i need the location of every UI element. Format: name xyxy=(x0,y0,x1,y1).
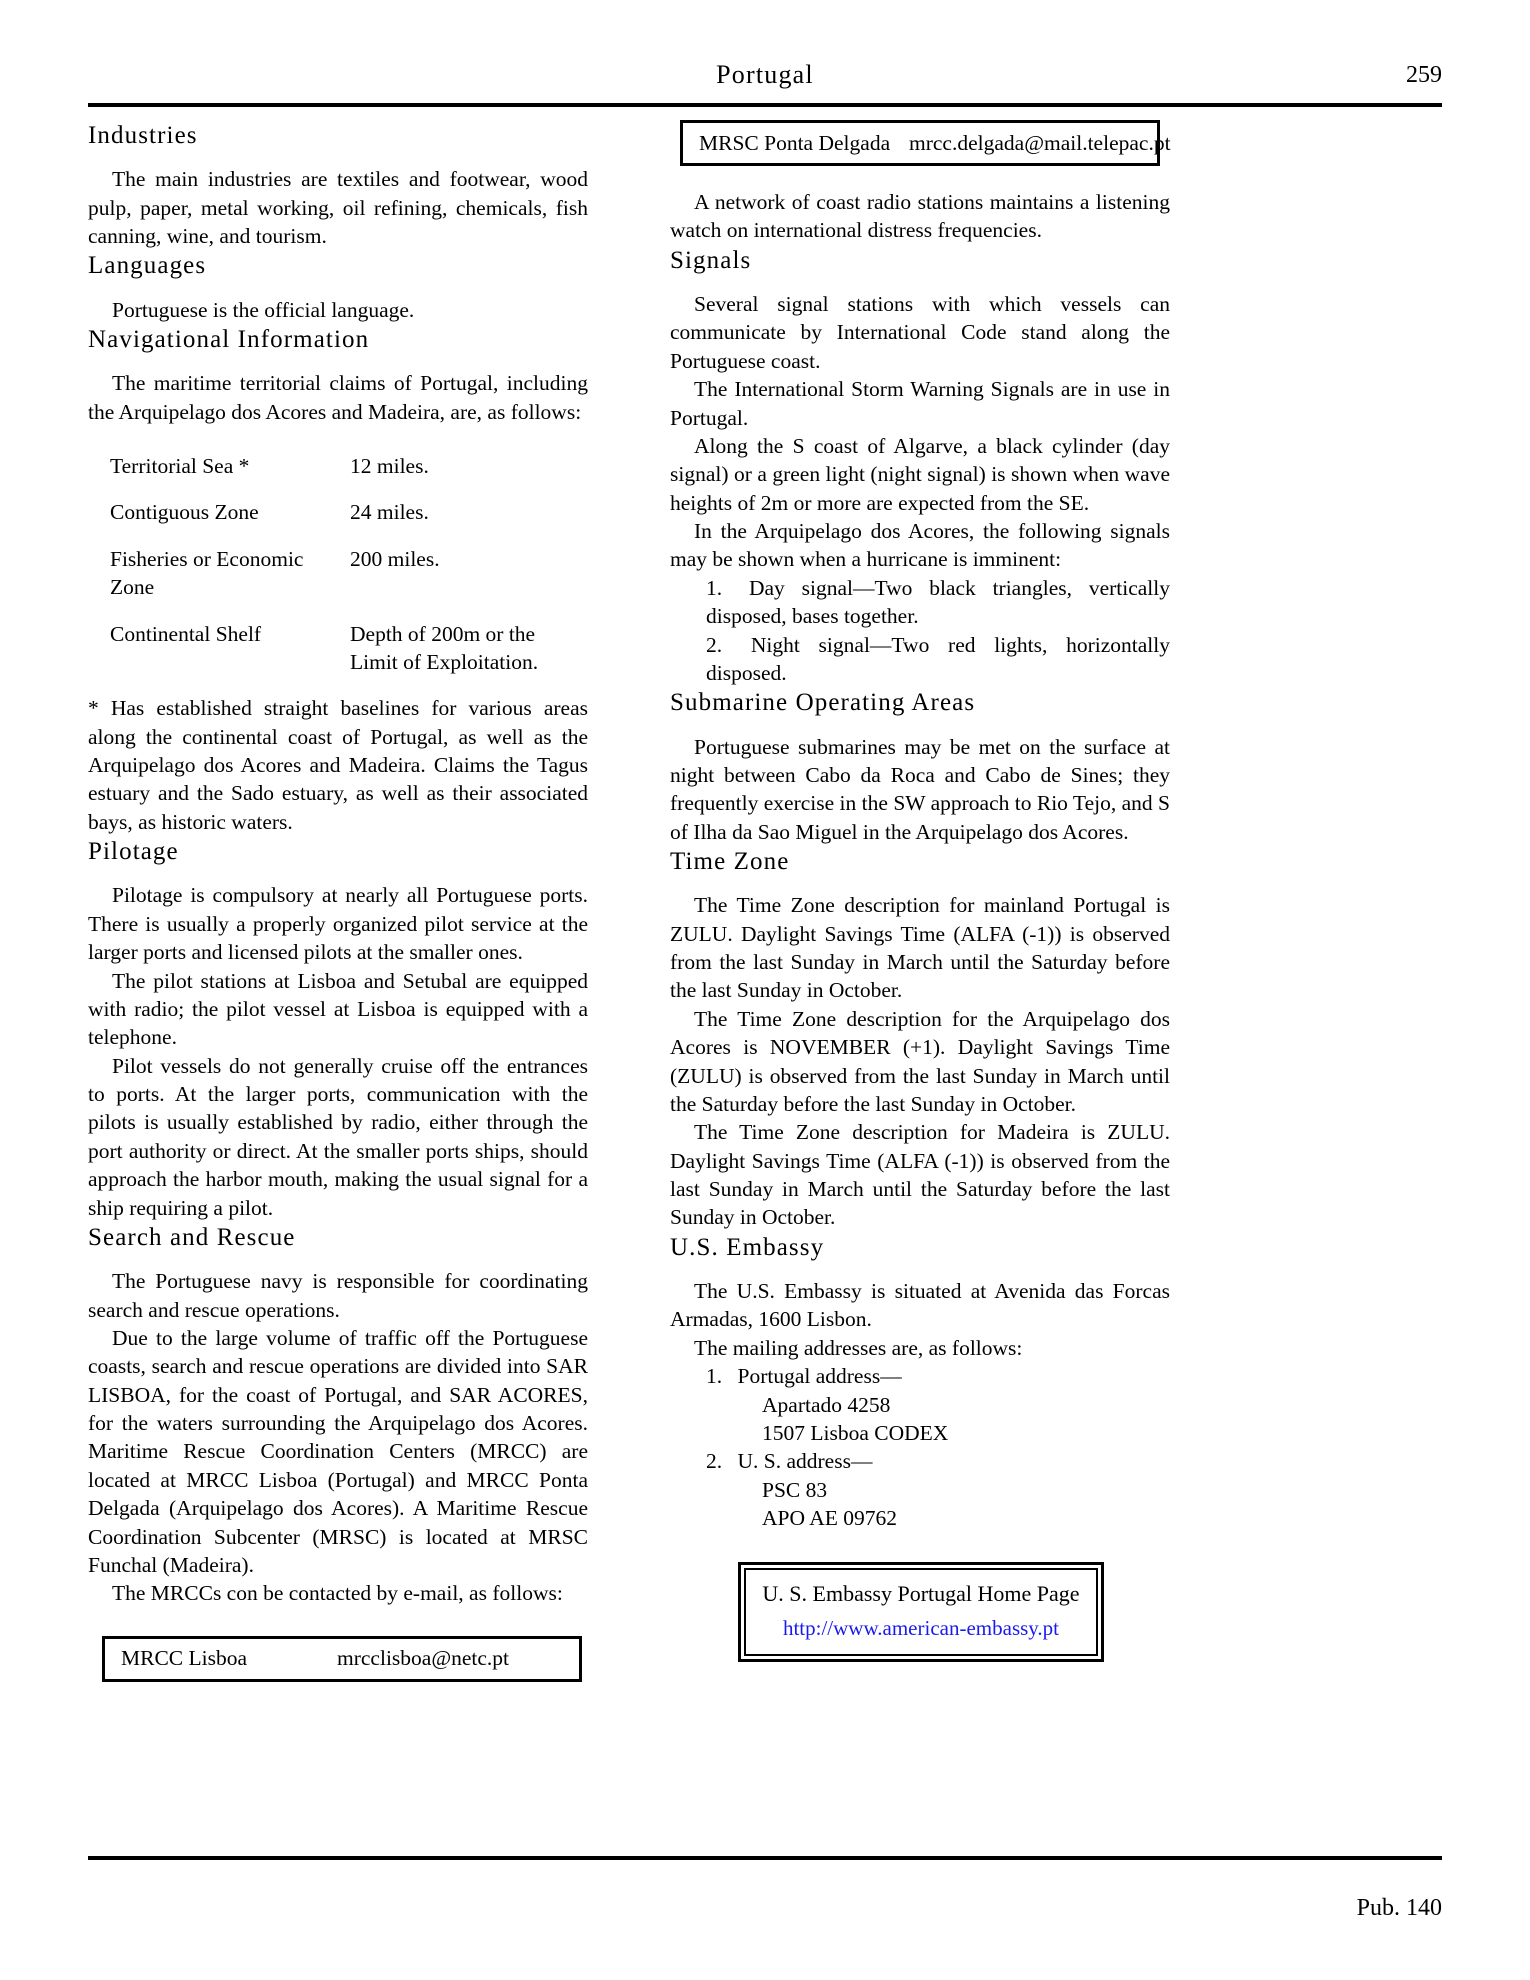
footer-rule xyxy=(88,1856,1442,1860)
signals-paragraph-4: In the Arquipelago dos Acores, the following signals may be shown when a hurricane is imminent: xyxy=(670,519,1170,572)
signals-list-item-2 xyxy=(706,631,1170,688)
contact-box-mrsc-ponta-delgada xyxy=(680,120,1171,166)
table-row xyxy=(110,545,580,602)
heading-us-embassy: U.S. Embassy xyxy=(670,1233,825,1261)
pilotage-paragraph-3: Pilot vessels do not generally cruise off the entrances to ports. At the larger ports, communication with the pilots is usually established by radio, either through the port authority or direct. At the smaller ports ships, should approach the harbor mouth, making the usual signal for a ship requiring a pilot. xyxy=(88,1053,588,1220)
time-zone-paragraph-1: The Time Zone description for mainland Portugal is ZULU. Daylight Savings Time (ALFA (-1)) is observed from the last Sunday in March until the Saturday before the last Sunday in October. xyxy=(670,893,1170,1003)
us-embassy-paragraph-1: The U.S. Embassy is situated at Avenida das Forcas Armadas, 1600 Lisbon. xyxy=(670,1279,1170,1332)
publication-number: Pub. 140 xyxy=(1356,1895,1442,1921)
heading-search-and-rescue: Search and Rescue xyxy=(88,1223,296,1251)
search-and-rescue-paragraph-3: The MRCCs con be contacted by e-mail, as follows: xyxy=(112,1581,563,1606)
embassy-address-item-1 xyxy=(706,1362,1170,1390)
claim-term: Contiguous Zone xyxy=(110,500,259,525)
claim-term: Fisheries or Economic Zone xyxy=(110,546,304,600)
right-column xyxy=(670,120,1170,1682)
list-text: Day signal—Two black triangles, vertically disposed, bases together. xyxy=(706,575,1170,629)
contact-email: mrcc.delgada@mail.telepac.pt xyxy=(909,130,1171,155)
signals-paragraph-1: Several signal stations with which vessels can communicate by International Code stand along the Portuguese coast. xyxy=(670,292,1170,373)
embassy-address-line: APO AE 09762 xyxy=(762,1506,897,1530)
us-embassy-paragraph-2: The mailing addresses are, as follows: xyxy=(694,1335,1023,1360)
page-title: Portugal xyxy=(716,60,814,89)
submarine-operating-areas-paragraph: Portuguese submarines may be met on the surface at night between Cabo da Roca and Cabo de Sines; they frequently exercise in the SW approach to Rio Tejo, and S of Ilha da Sao Miguel in the Arquipelago dos Acores. xyxy=(670,734,1170,844)
maritime-claims-table xyxy=(110,452,580,676)
claim-term: Continental Shelf xyxy=(110,621,262,646)
pilotage-paragraph-2: The pilot stations at Lisboa and Setubal are equipped with radio; the pilot vessel at Lisboa is equipped with a telephone. xyxy=(88,968,588,1050)
heading-pilotage: Pilotage xyxy=(88,838,179,866)
embassy-home-page-title: U. S. Embassy Portugal Home Page xyxy=(762,1581,1080,1607)
embassy-address-line: Apartado 4258 xyxy=(762,1392,891,1417)
industries-paragraph: The main industries are textiles and footwear, wood pulp, paper, metal working, oil refining, chemicals, fish canning, wine, and tourism. xyxy=(88,167,588,248)
embassy-address-line: PSC 83 xyxy=(762,1477,828,1502)
table-row xyxy=(110,620,580,677)
heading-signals: Signals xyxy=(670,246,752,274)
time-zone-paragraph-2: The Time Zone description for the Arquipelago dos Acores is NOVEMBER (+1). Daylight Savings Time (ZULU) is observed from the last Sunday in March until the Saturday before the last Sunday in October. xyxy=(670,1006,1170,1116)
contact-name: MRCC Lisboa xyxy=(121,1646,248,1671)
heading-time-zone: Time Zone xyxy=(670,848,790,875)
signals-list-item-1 xyxy=(706,574,1170,631)
search-and-rescue-paragraph-2: Due to the large volume of traffic off the Portuguese coasts, search and rescue operations are divided into SAR LISBOA, for the coast of Portugal, and SAR ACORES, for the waters surrounding the Arquipelago dos Acores. Maritime Rescue Coordination Centers (MRCC) are located at MRCC Lisboa (Portugal) and MRCC Ponta Delgada (Arquipelago dos Acores). A Maritime Rescue Coordination Subcenter (MRSC) is located at MRSC Funchal (Madeira). xyxy=(88,1325,588,1577)
coast-radio-note: A network of coast radio stations maintains a listening watch on international distress frequencies. xyxy=(670,190,1170,243)
table-row xyxy=(110,452,580,480)
running-head xyxy=(88,60,1442,100)
claim-value: 200 miles. xyxy=(350,546,440,571)
list-label: Portugal address— xyxy=(737,1364,902,1389)
table-row xyxy=(110,498,580,526)
heading-navigational-information: Navigational Information xyxy=(88,326,370,353)
claim-value: 12 miles. xyxy=(350,454,429,478)
embassy-address-line: 1507 Lisboa CODEX xyxy=(762,1420,949,1445)
header-rule xyxy=(88,103,1442,107)
contact-email: mrcclisboa@netc.pt xyxy=(337,1646,510,1671)
list-marker: 1. xyxy=(706,1364,723,1389)
signals-paragraph-3: Along the S coast of Algarve, a black cylinder (day signal) or a green light (night signal) is shown when wave heights of 2m or more are expected from the SE. xyxy=(670,433,1170,515)
search-and-rescue-paragraph-1: The Portuguese navy is responsible for coordinating search and rescue operations. xyxy=(88,1269,588,1322)
left-column xyxy=(88,120,588,1682)
contact-box-mrcc-lisboa xyxy=(102,1636,582,1682)
languages-paragraph: Portuguese is the official language. xyxy=(112,297,415,322)
claim-term: Territorial Sea * xyxy=(110,454,250,478)
heading-submarine-operating-areas: Submarine Operating Areas xyxy=(670,689,976,717)
page-number: 259 xyxy=(1406,62,1442,88)
list-marker: 2. xyxy=(706,632,723,657)
claim-value: 24 miles. xyxy=(350,500,429,525)
signals-paragraph-2: The International Storm Warning Signals are in use in Portugal. xyxy=(670,377,1170,430)
list-text: Night signal—Two red lights, horizontally disposed. xyxy=(706,632,1171,685)
two-column-body xyxy=(88,120,1442,1682)
list-marker: 1. xyxy=(706,575,723,600)
list-label: U. S. address— xyxy=(737,1449,873,1474)
navigational-information-intro: The maritime territorial claims of Portugal, including the Arquipelago dos Acores and Madeira, are, as follows: xyxy=(88,371,588,424)
embassy-address-item-2 xyxy=(706,1447,1170,1475)
time-zone-paragraph-3: The Time Zone description for Madeira is ZULU. Daylight Savings Time (ALFA (-1)) is observed from the last Sunday in March until the Saturday before the last Sunday in October. xyxy=(670,1120,1170,1230)
heading-industries: Industries xyxy=(88,122,198,149)
embassy-home-page-box xyxy=(738,1562,1104,1662)
contact-name: MRSC Ponta Delgada xyxy=(699,130,891,155)
heading-languages: Languages xyxy=(88,252,207,280)
pilotage-paragraph-1: Pilotage is compulsory at nearly all Portuguese ports. There is usually a properly organized pilot service at the larger ports and licensed pilots at the smaller ones. xyxy=(88,883,588,965)
claim-value: Depth of 200m or the Limit of Exploitation. xyxy=(350,621,539,674)
claims-footnote: * Has established straight baselines for various areas along the continental coast of Portugal, as well as the Arquipelago dos Acores and Madeira. Claims the Tagus estuary and the Sado estuary, as well as their associated bays, as historic waters. xyxy=(88,696,588,834)
embassy-home-page-link[interactable]: http://www.american-embassy.pt xyxy=(782,1615,1060,1640)
list-marker: 2. xyxy=(706,1449,723,1474)
embassy-home-page-inner xyxy=(744,1568,1098,1656)
